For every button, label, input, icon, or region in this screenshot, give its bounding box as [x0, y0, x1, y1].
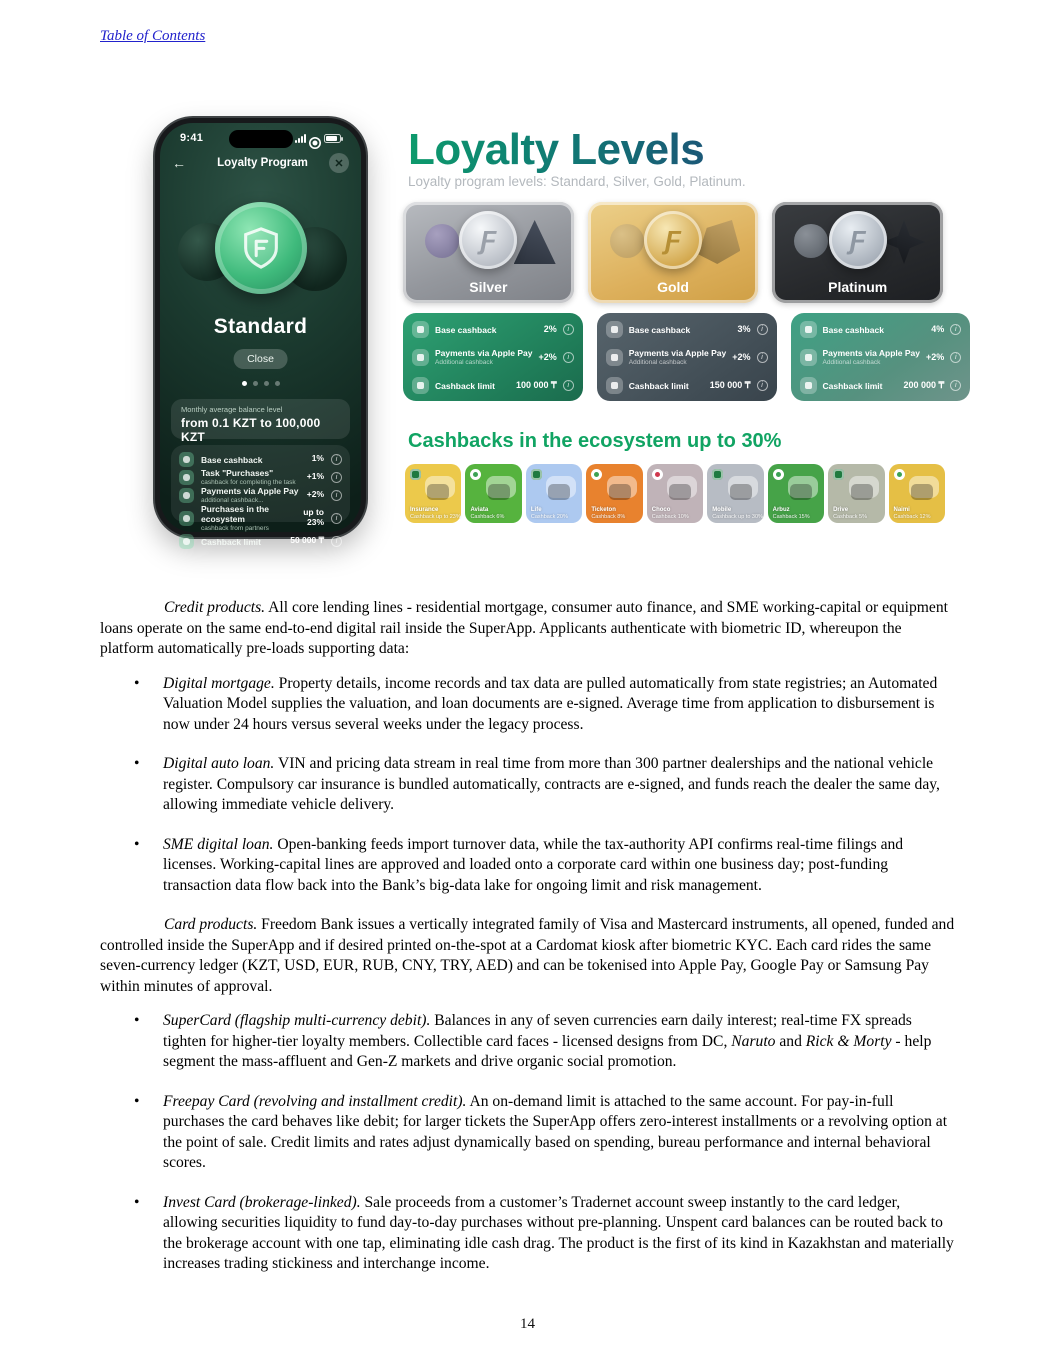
- row-label: Payments via Apple Pay: [201, 486, 299, 496]
- card-name: Platinum: [828, 279, 888, 295]
- gold-card: [588, 202, 759, 303]
- info-icon: i: [950, 324, 961, 335]
- platinum-star: [883, 220, 925, 264]
- bullet-marker: •: [134, 835, 140, 853]
- shield-badge-icon: [712, 469, 723, 480]
- bullet-invest-card: [100, 1193, 957, 1275]
- task-icon: [179, 470, 194, 485]
- phone-nav-title: Loyalty Program: [217, 157, 308, 169]
- info-icon: i: [563, 352, 574, 363]
- phone-nav: [160, 153, 361, 173]
- phone-row-apple-pay: [179, 486, 342, 504]
- platinum-stats-panel: [791, 313, 971, 401]
- shield-badge-icon: [410, 469, 421, 480]
- shield-icon: [179, 511, 194, 526]
- bullet-freepay-card: [100, 1092, 957, 1174]
- tile-choco: [647, 464, 703, 523]
- stat-value: +2%: [925, 352, 945, 362]
- bullet-text: Digital mortgage. Property details, income records and tax data are pulled automatically from state registries; an Automated Valuation Model supplies the valuation, and loan documents are e-signed. Average time from application to disbursement is now under 24 hours versus several weeks under the legacy process.: [163, 674, 938, 733]
- balance-value: from 0.1 KZT to 100,000 KZT: [181, 416, 321, 444]
- stat-sublabel: Additional cashback: [822, 359, 881, 366]
- stat-panels-row: [403, 313, 957, 401]
- figure-title: Loyalty Levels: [408, 125, 705, 174]
- phone-row-cashback-limit: [179, 532, 342, 550]
- loyalty-cards-row: [403, 202, 943, 303]
- balance-label: Monthly average balance level: [181, 405, 283, 414]
- info-icon: i: [757, 380, 768, 391]
- phone-row-ecosystem: [179, 504, 342, 532]
- limit-card-icon: [412, 377, 429, 394]
- tile-name: Ticketon: [591, 507, 616, 513]
- cashback-rows-panel: [171, 445, 350, 547]
- silver-stats-panel: [403, 313, 583, 401]
- info-icon: i: [757, 352, 768, 363]
- status-time: 9:41: [180, 132, 204, 144]
- bullet-digital-auto-loan: [100, 754, 957, 816]
- row-sublabel: additional cashback...: [201, 497, 264, 504]
- tile-cashback: Cashback 6%: [470, 514, 505, 520]
- bullet-marker: •: [134, 1012, 140, 1029]
- percent-icon: [800, 321, 817, 338]
- stat-value: 4%: [931, 324, 945, 334]
- card-name: Gold: [657, 279, 689, 295]
- gold-orb: [610, 224, 644, 258]
- silver-cone: [514, 220, 556, 264]
- coin-graphic: [160, 193, 361, 303]
- silver-coin-icon: Ƒ: [459, 211, 517, 269]
- page-number: 14: [520, 1316, 535, 1332]
- stat-value: 150 000 ₸: [709, 379, 751, 390]
- row-label: Cashback limit: [201, 537, 261, 547]
- row-value: 1%: [311, 453, 324, 464]
- tile-name: Choco: [651, 507, 671, 513]
- stat-label: Payments via Apple Pay: [628, 348, 727, 358]
- card-icon: [606, 349, 623, 366]
- plane-badge-icon: [470, 469, 481, 480]
- level-title: Standard: [213, 315, 308, 338]
- tile-arbuz: [768, 464, 824, 523]
- stat-value: 100 000 ₸: [515, 379, 557, 390]
- stat-label: Payments via Apple Pay: [822, 348, 920, 358]
- tile-mobile: [707, 464, 763, 523]
- bullet-text: SME digital loan. Open-banking feeds import turnover data, while the tax-authority API confirms real-time filings and licenses. Working-capital lines are approved and loaded onto a corporate card within one business day; post-funding transaction data flow back into the Bank’s big-data lake for ongoing limit and risk management.: [163, 835, 904, 894]
- tile-name: Mobile: [712, 507, 732, 513]
- status-bar: [160, 132, 361, 144]
- info-icon: i: [331, 454, 342, 465]
- info-icon: i: [950, 380, 961, 391]
- gold-cube: [698, 220, 740, 264]
- silver-card: [403, 202, 574, 303]
- close-pill-button: Close: [233, 349, 288, 369]
- battery-icon: [324, 134, 341, 143]
- stat-value: 200 000 ₸: [903, 379, 945, 390]
- tile-aviata: [465, 464, 521, 523]
- info-icon: i: [950, 352, 961, 363]
- tile-name: Insurance: [410, 507, 439, 513]
- bullet-marker: •: [134, 674, 140, 692]
- tile-name: Life: [530, 507, 542, 513]
- card-icon: [412, 349, 429, 366]
- tile-name: Arbuz: [772, 507, 790, 513]
- stat-sublabel: Additional cashback: [628, 359, 687, 366]
- phone-screen: [160, 123, 361, 547]
- row-label: Purchases in the ecosystem: [201, 504, 270, 524]
- tile-ticketon: [586, 464, 642, 523]
- bullet-marker: •: [134, 1193, 140, 1211]
- tile-cashback: Cashback up to 30%: [712, 514, 763, 520]
- shield-badge-icon: [531, 469, 542, 480]
- partner-tiles-row: [405, 464, 945, 523]
- platinum-coin-icon: Ƒ: [829, 211, 887, 269]
- signal-icon: [295, 134, 306, 143]
- ticket-badge-icon: [591, 469, 602, 480]
- bullet-text: Digital auto loan. VIN and pricing data stream in real time from more than 300 partner dealerships and the national vehicle register. Compulsory car insurance is bundled automatically, contracts are e-signed, and funds reach the dealer the same day, allowing immediate vehicle delivery.: [163, 755, 940, 813]
- stat-label: Base cashback: [628, 325, 691, 335]
- limit-card-icon: [179, 534, 194, 549]
- card-name: Silver: [469, 279, 508, 295]
- stat-value: +2%: [538, 352, 557, 362]
- balance-panel: [171, 399, 350, 444]
- tile-name: Drive: [833, 507, 849, 513]
- stat-label: Payments via Apple Pay: [435, 348, 533, 358]
- bullet-text: SuperCard (flagship multi-currency debit). Balances in any of seven currencies earn daily interest; real-time FX spreads tighten for higher-tier loyalty members. Collectible card faces - licensed designs from DC, Naruto and Rick & Morty - help segment the mass-affluent and Gen-Z markets and drive organic social promotion.: [163, 1012, 932, 1070]
- card-icon: [179, 488, 194, 503]
- limit-card-icon: [606, 377, 623, 394]
- info-icon: i: [331, 536, 342, 547]
- bullet-text: Freepay Card (revolving and installment credit). An on-demand limit is attached to the same account. For pay-in-full purchases the card behaves like debit; for larger tickets the SuperApp offers zero-interest installments or a revolving option at the point of sale. Credit limits and rates adjust dynamically based on spending, bureau performance and internal behavioral scores.: [163, 1092, 948, 1171]
- stat-value: +2%: [732, 352, 751, 362]
- back-arrow-icon: ←: [172, 155, 186, 171]
- tile-cashback: Cashback 10%: [651, 514, 689, 520]
- percent-icon: [179, 452, 194, 467]
- ecosystem-title: Cashbacks in the ecosystem up to 30%: [408, 430, 782, 452]
- close-icon: ✕: [329, 153, 349, 173]
- tile-cashback: Cashback up to 23%: [410, 514, 461, 520]
- pagination-dots: [160, 381, 361, 386]
- row-sublabel: cashback for completing the task: [201, 479, 296, 486]
- info-icon: i: [563, 380, 574, 391]
- tile-cashback: Cashback 20%: [530, 514, 568, 520]
- tile-insurance: [405, 464, 461, 523]
- row-value: up to 23%: [303, 507, 324, 527]
- percent-icon: [412, 321, 429, 338]
- platinum-orb: [794, 224, 828, 258]
- phone-mockup: [155, 118, 366, 547]
- arbuz-badge-icon: [773, 469, 784, 480]
- paragraph-card-products: Card products. Freedom Bank issues a vertically integrated family of Visa and Mastercard instruments, all opened, funded and controlled inside the SuperApp and if desired printed on-the-spot at a Cardomat kiosk after biometric KYC. Each card rides the same seven-currency ledger (KZT, USD, EUR, RUB, CNY, TRY, AED) and can be tokenised into Apple Pay, Google Pay or Samsung Pay within minutes of approval.: [100, 916, 955, 995]
- info-icon: i: [331, 472, 342, 483]
- percent-icon: [606, 321, 623, 338]
- platinum-card: [772, 202, 943, 303]
- stat-label: Cashback limit: [628, 381, 689, 391]
- stat-label: Base cashback: [435, 325, 497, 335]
- paragraph-credit-products: Credit products. All core lending lines - residential mortgage, consumer auto finance, and SME working-capital or equipment loans operate on the same end-to-end digital rail inside the SuperApp. Applicants authenticate with biometric ID, whereupon the platform automatically pre-loads supporting data:: [100, 599, 948, 657]
- tile-naimi: [889, 464, 945, 523]
- heart-badge-icon: [652, 469, 663, 480]
- table-of-contents-link[interactable]: Table of Contents: [100, 28, 206, 44]
- tile-name: Aviata: [470, 507, 489, 513]
- tile-drive: [828, 464, 884, 523]
- row-sublabel: cashback from partners: [201, 525, 269, 532]
- info-icon: i: [563, 324, 574, 335]
- tile-name: Naimi: [893, 507, 910, 513]
- gold-coin-icon: Ƒ: [644, 211, 702, 269]
- row-value: +2%: [306, 489, 324, 500]
- phone-row-task-purchases: [179, 468, 342, 486]
- bullet-text: Invest Card (brokerage-linked). Sale proceeds from a customer’s Tradernet account sweep instantly to the card ledger, allowing securities liquidity to fund day-to-day purchases without pre-planning. Unspent card balances can be routed back to the brokerage account with one tap, eliminating idle cash drag. The product is the first of its kind in Kazakhstan and materially increases trading stickiness and interchange income.: [163, 1193, 954, 1272]
- loyalty-figure: [0, 0, 1055, 560]
- loyalty-coin-icon: [215, 202, 307, 294]
- document-body: [100, 598, 957, 1294]
- bullet-supercard: [100, 1011, 957, 1073]
- bullet-marker: •: [134, 1092, 140, 1110]
- stat-value: 2%: [543, 324, 557, 334]
- bullet-marker: •: [134, 755, 140, 772]
- tile-life: [526, 464, 582, 523]
- wifi-icon: [310, 135, 320, 143]
- stat-value: 3%: [737, 324, 751, 334]
- info-icon: i: [331, 513, 342, 524]
- stat-label: Cashback limit: [435, 381, 495, 391]
- bullet-sme-digital-loan: [100, 835, 957, 897]
- stat-sublabel: Additional cashback: [435, 359, 493, 366]
- card-icon: [800, 349, 817, 366]
- row-label: Task "Purchases": [201, 468, 274, 478]
- shield-badge-icon: [833, 469, 844, 480]
- tile-cashback: Cashback 5%: [833, 514, 867, 520]
- row-value: 50 000 ₸: [290, 535, 324, 546]
- row-value: +1%: [306, 471, 324, 482]
- figure-subtitle: Loyalty program levels: Standard, Silver, Gold, Platinum.: [408, 174, 746, 189]
- info-icon: i: [331, 490, 342, 501]
- phone-row-base-cashback: [179, 450, 342, 468]
- silver-orb: [425, 224, 459, 258]
- info-icon: i: [757, 324, 768, 335]
- stat-label: Base cashback: [822, 325, 884, 335]
- bullet-digital-mortgage: [100, 674, 957, 736]
- tile-cashback: Cashback 15%: [772, 514, 810, 520]
- tile-cashback: Cashback 12%: [893, 514, 931, 520]
- row-label: Base cashback: [201, 455, 263, 465]
- limit-card-icon: [800, 377, 817, 394]
- stat-label: Cashback limit: [822, 381, 883, 391]
- tile-cashback: Cashback 8%: [591, 514, 626, 520]
- naimi-badge-icon: [894, 469, 905, 480]
- gold-stats-panel: [597, 313, 777, 401]
